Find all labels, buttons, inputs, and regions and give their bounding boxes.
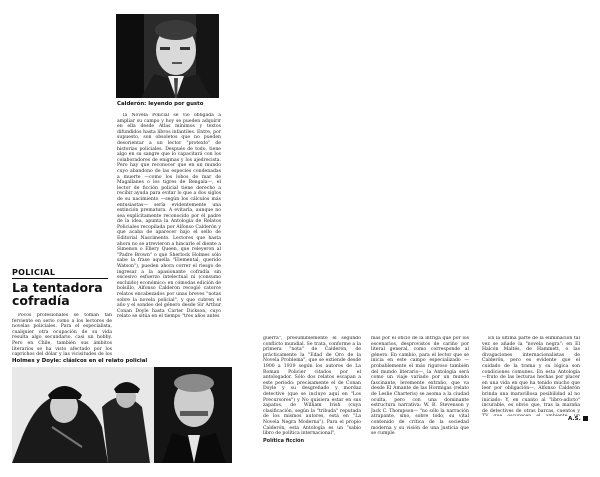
holmes-doyle-photo	[12, 367, 232, 463]
intro-paragraph: Pocos profesionales se toman tan ferviente en serio como a los lectores de novelas policiales. Para el especialista, cualquier otra ocupación de su vida resulta algo secundario, casi un hobby. Pero en Chile, también sus ámbitos literarios se ha visto afectado por los caprichos del dólar y las vicisitudes de los	[12, 313, 112, 357]
section-divider	[12, 278, 108, 279]
article-column-right-2	[371, 336, 469, 446]
signature-text: A.S.	[568, 416, 581, 422]
headline-line-2: cofradía	[12, 293, 70, 308]
article-column-center	[117, 113, 221, 341]
paragraph: la Novela Policial se vio obligada a ampliar su campo y hoy se pueden adquirir en ella desde Atlas mínimos y textos difundidos hasta libros infantiles. Entre, por supuesto, son obsoletos que no pueden desorientar a un lector "protexto" de historias policiales. Después de todo, tiene algo en su sangre que lo capacitará con los colaboradores de enigmas y los ajedrecista. Pero hay que reconocer que en un mundo cuyo abandono de las especies condenadas a muerte —como los lobos de mar de Magallanes o los tigres de Bengala—, el lector de ficción policial tiene derecho a recibir ayuda para evitar lo que a dos siglos de su nacimiento —según los cálculos más entusiastas— sería evidentemente una extinción prematura. A evitarla, aunque no sea explícitamente reconocido por él padre de la idea, apunta la Antología de Relatos Policiales recopilada por Alfonso Calderón y que acaba de aparecer bajo el sello de Editorial Nascimento. Lectores que hasta ahora no se atrevieron a hincarle el diente a Simenon o Ellery Queen, que releyeron al "Padre Brown" o que Sherlock Holmes sólo sabe la frase aquella "Elemental, querido Watson"), pueden ahora correr el riesgo de ingresar a la apasionante cofradía sin excesivo esfuerzo intelectual ni (consumo excluido) económico: en cómodas edición de bolsillo, Alfonso Calderón recogió catorce relatos encabezados por unas breves "notas sobre la novela policial", y que cubren el año y el sondeo del género desde Sir Arthur Conan Doyle hasta Carter Dickson, cuyo relato se sitúa en el tiempo "tres años antes	[117, 113, 221, 320]
intro-column	[12, 313, 112, 357]
section-label: POLICIAL	[12, 268, 56, 277]
author-signature	[568, 416, 588, 422]
caption-portrait: Calderón: leyendo por gusto	[117, 101, 204, 107]
portrait-image	[116, 14, 219, 98]
caption-holmes-doyle: Holmes y Doyle: clásicos en el relato policial	[12, 358, 148, 364]
article-column-right-3	[482, 336, 580, 416]
paragraph: más por el oficio de la intriga que por los escenarios, desprovistos de cariño por literal general, como corresponde al género. En cambio, para el lector que se inicia en este campo especializado —probablemente el más riguroso también del mundo literario—, la Antología será como un viaje variado por un mundo fascinante, levemente extraño, que va desde El Amante de las Hormigas (relato de Leslie Charteris) se asoma a la ciudad oculta, pero con una dominante estructura narrativa: W. B. Stevenson y Jack C. Thompson— "no sólo la narración atrapante, sino, sobre todo, su vital contenido de crítica de la sociedad moderna y su visión de una justicia que se cumple	[371, 336, 469, 437]
subheading-politica-ficcion: Política ficción	[263, 437, 305, 444]
paragraph: En la última parte de la eliminación tal vez se añade la "novela negra": en El Halcón Maltés, de Hammett, o las divagaciones internacionalistas de Calderón, pero es evidente que el cuidado de la trama y su lógica son condiciones comunes. En esta Antología —fruto de las lecturas hechas por placer en una vida en que ha tenido mucho que leer por obligación—, Alfonso Calderón brinda una maravillosa posibilidad al no iniciado: Y, en cuanto al "libro-adicto" incurable, es obvio que, tras la maraña de detectives de otras barcas, cuentos y	[482, 336, 580, 414]
paragraph-guerra-text: guerra", presumiblemente el segundo conflicto mundial. Se trata, conforme a la primera "nota" de Calderón, de prácticamente la "Edad de Oro de la Novela Problema", que se extiende desde 1900 a 1939 según los autores de La Roman Policier citados por el antologador. Sólo dos relatos escapan a este período: precisamente el de Conan Doyle y su desgreñado y mordaz detective (que se incluye aquí en "Los Precursores") y No quisiera estar en sus zapatos, de William Irish (cuya clasificación, según la "tribuda" reputada de los mismos autores, está en "La Novela Negra Moderna"). Para el propio Calderón, esta Antología es un "sabio libro de política internacional",	[263, 336, 361, 437]
article-column-right-1	[263, 336, 361, 446]
end-mark	[583, 416, 588, 421]
headline-line-1: La tentadora	[12, 280, 103, 295]
holmes-doyle-image	[12, 367, 232, 463]
headline	[12, 281, 103, 307]
portrait-photo-calderon	[116, 14, 219, 98]
paragraph-guerra	[263, 336, 361, 437]
